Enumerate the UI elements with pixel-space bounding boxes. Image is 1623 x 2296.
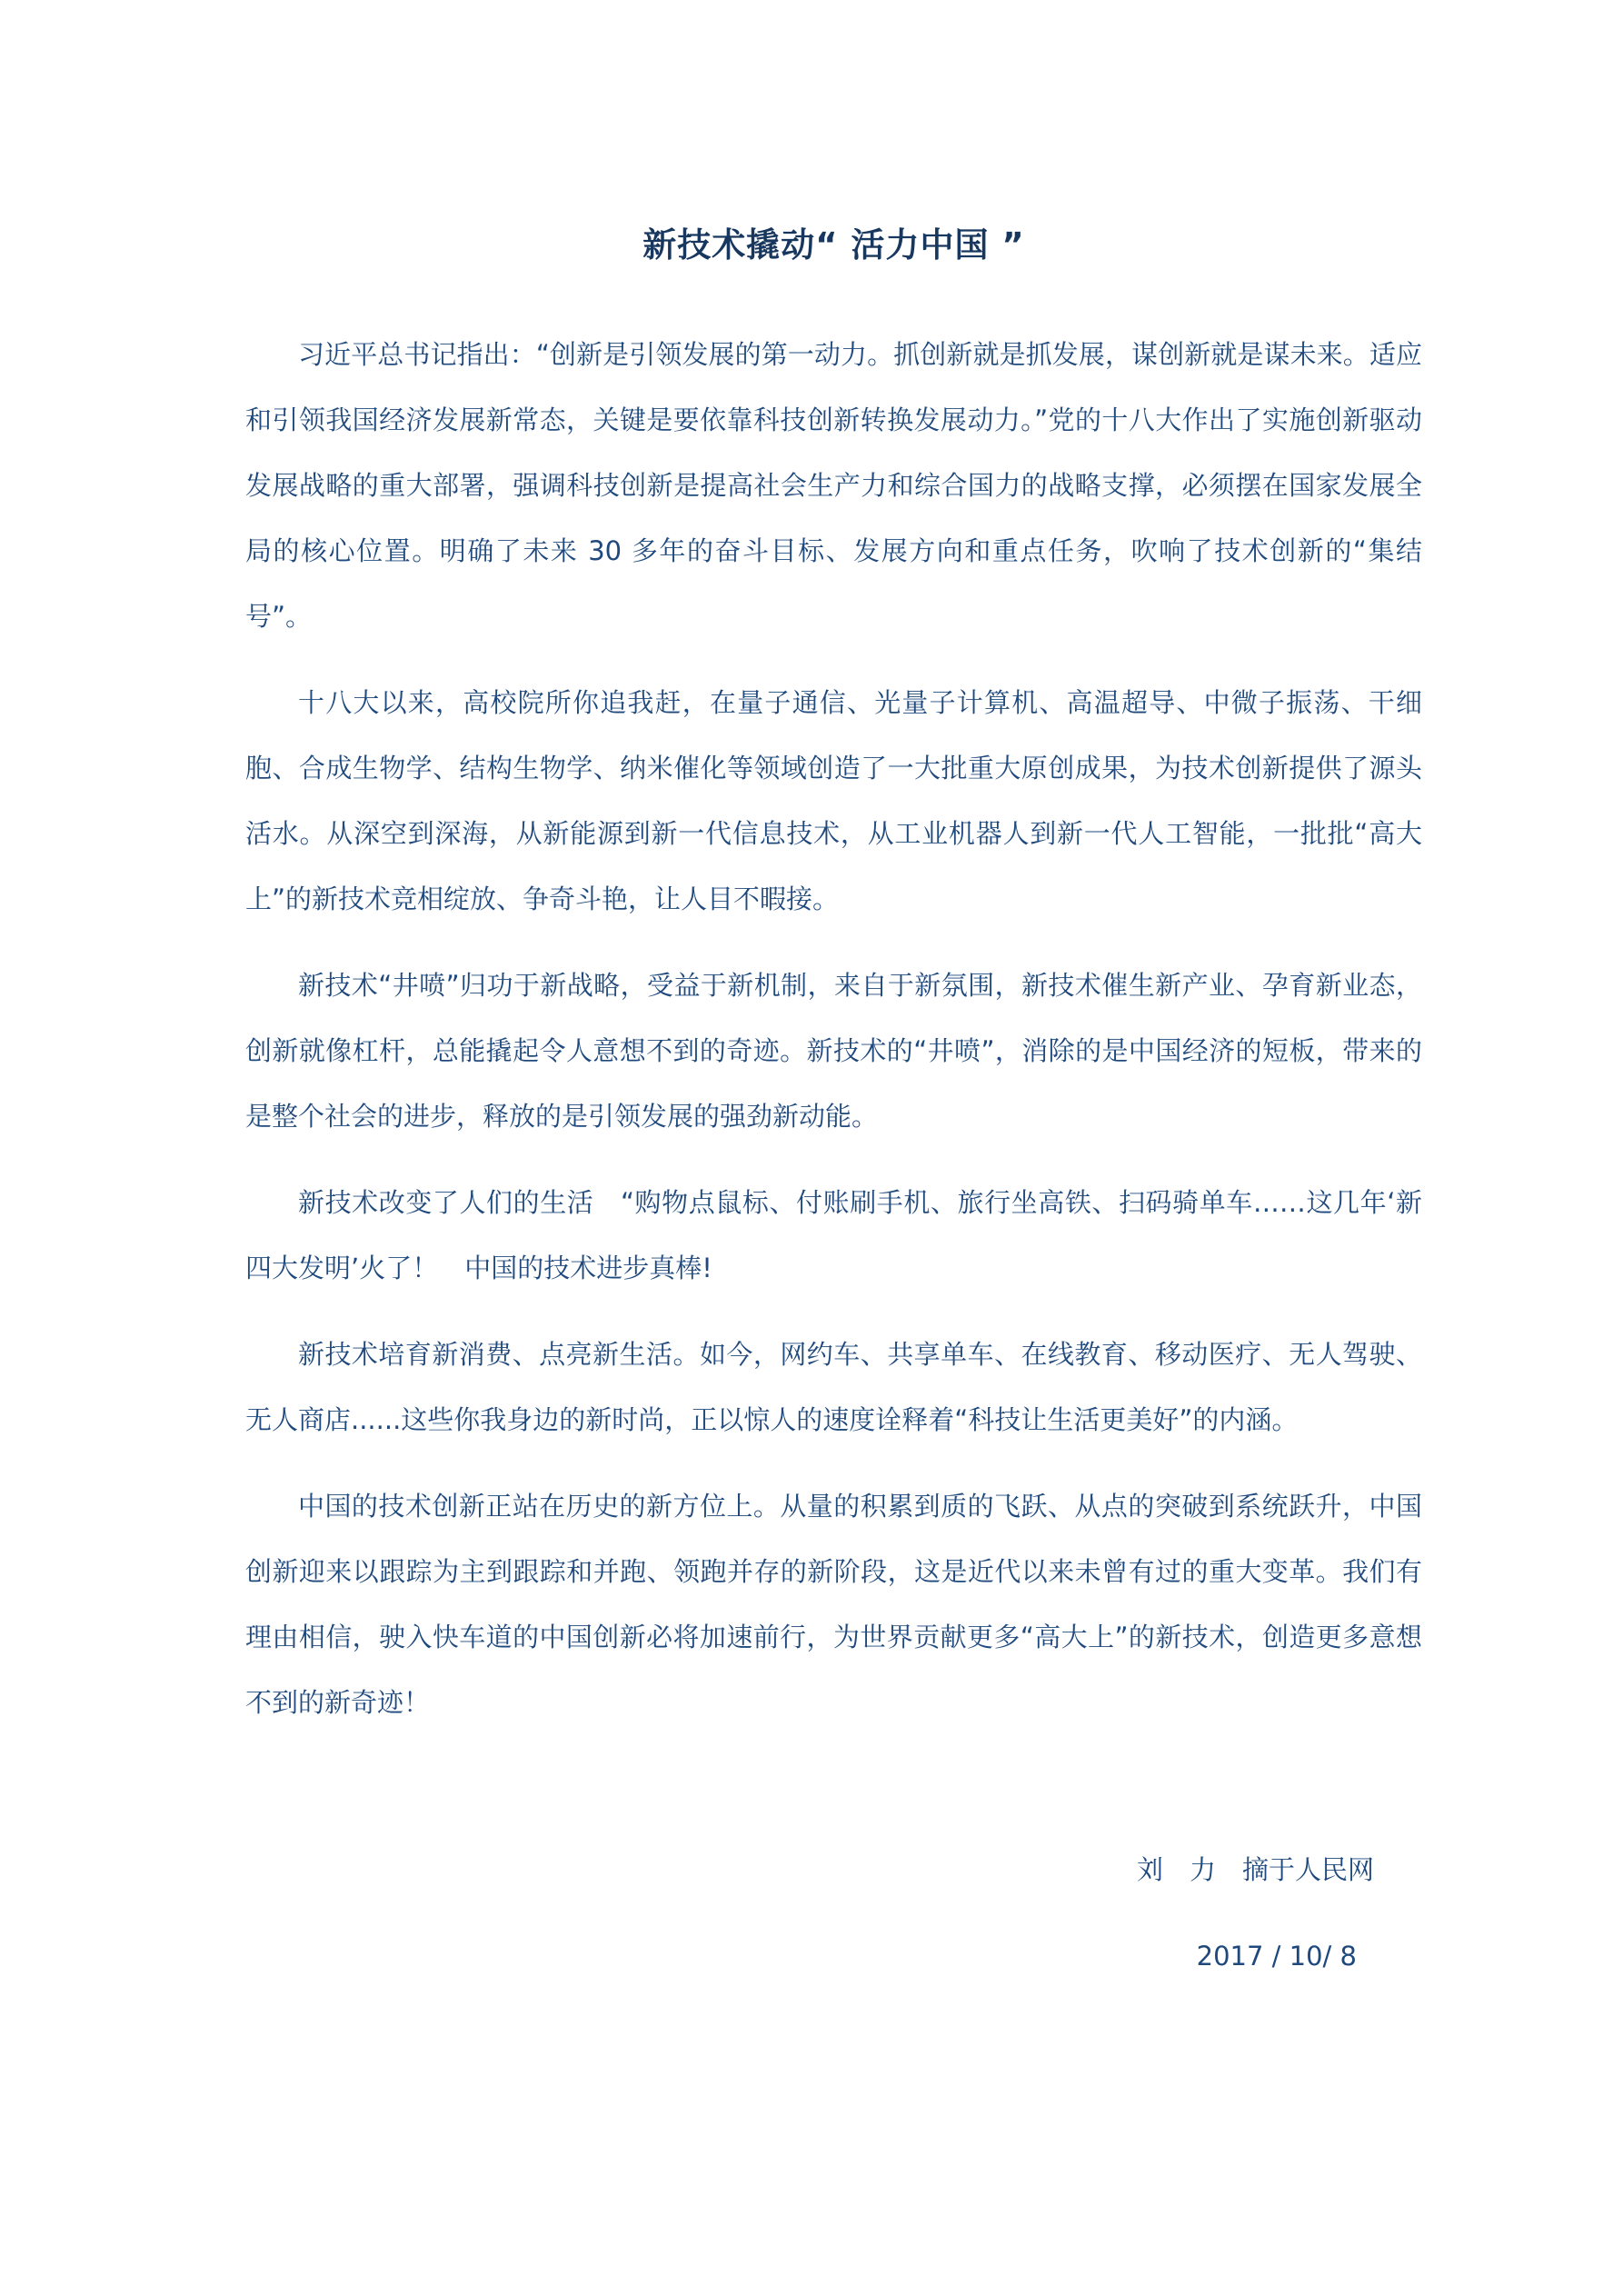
body-paragraph-5: 新技术培育新消费、点亮新生活。如今，网约车、共享单车、在线教育、移动医疗、无人驾驶、无人商店......这些你我身边的新时尚，正以惊人的速度诠释着“科技让生活更美好”的内涵。 (245, 1339, 1422, 1435)
body-paragraph-1: 习近平总书记指出：“创新是引领发展的第一动力。抓创新就是抓发展，谋创新就是谋未来。适应和引领我国经济发展新常态，关键是要依靠科技创新转换发展动力。”党的十八大作出了实施创新驱动发展战略的重大部署，强调科技创新是提高社会生产力和综合国力的战略支撑，必须摆在国家发展全局的核心位置。明确了未来 30 多年的奋斗目标、发展方向和重点任务，吹响了技术创新的“集结号”。 (245, 339, 1422, 632)
body-paragraph-3: 新技术“井喷”归功于新战略，受益于新机制，来自于新氛围，新技术催生新产业、孕育新业态，创新就像杠杆，总能撬起令人意想不到的奇迹。新技术的“井喷”，消除的是中国经济的短板，带来的是整个社会的进步，释放的是引领发展的强劲新动能。 (245, 970, 1422, 1132)
author-signature: 刘 力 摘于人民网 (1136, 1854, 1374, 1885)
body-paragraph-6: 中国的技术创新正站在历史的新方位上。从量的积累到质的飞跃、从点的突破到系统跃升，中国创新迎来以跟踪为主到跟踪和并跑、领跑并存的新阶段，这是近代以来未曾有过的重大变革。我们有理由相信，驶入快车道的中国创新必将加速前行，为世界贡献更多“高大上”的新技术，创造更多意想不到的新奇迹！ (245, 1491, 1422, 1718)
document-title: 新技术撬动“ 活力中国 ” (642, 225, 1025, 265)
document-date: 2017 / 10/ 8 (1196, 1941, 1357, 1972)
body-paragraph-2: 十八大以来，高校院所你追我赶，在量子通信、光量子计算机、高温超导、中微子振荡、干细胞、合成生物学、结构生物学、纳米催化等领域创造了一大批重大原创成果，为技术创新提供了源头活水。从深空到深海，从新能源到新一代信息技术，从工业机器人到新一代人工智能，一批批“高大上”的新技术竞相绽放、争奇斗艳，让人目不暇接。 (245, 687, 1422, 914)
body-paragraph-4: 新技术改变了人们的生活 “购物点鼠标、付账刷手机、旅行坐高铁、扫码骑单车……这几年‘新四大发明’火了！ 中国的技术进步真棒! (245, 1187, 1422, 1283)
